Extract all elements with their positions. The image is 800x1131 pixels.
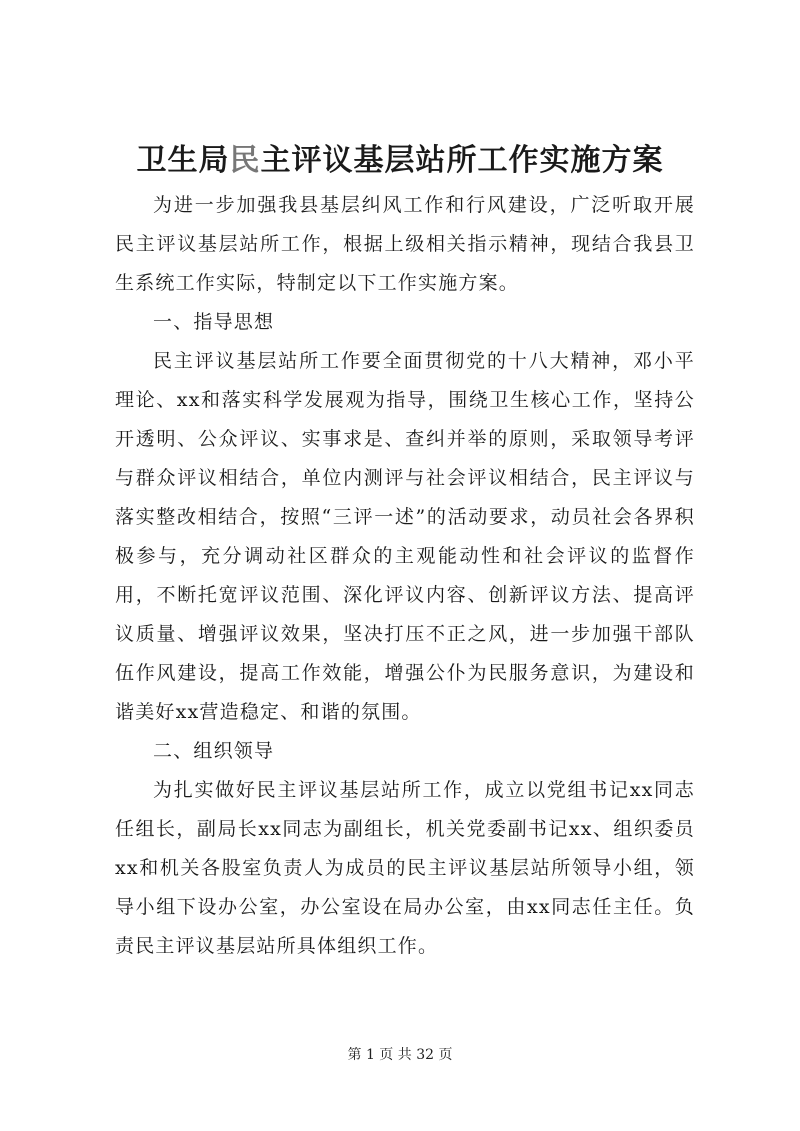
document-body [115, 186, 695, 966]
title-part2: 主评议基层站所工作实施方案 [260, 143, 664, 178]
page-footer: 第 1 页 共 32 页 [347, 1047, 453, 1063]
title-highlight: 民 [229, 143, 261, 178]
paragraph-intro: 为进一步加强我县基层纠风工作和行风建设，广泛听取开展民主评议基层站所工作，根据上级相关指示精神，现结合我县卫生系统工作实际，特制定以下工作实施方案。 [115, 194, 695, 294]
section-heading-guiding-thought: 一、指导思想 [153, 311, 275, 333]
section-heading-organization: 二、组织领导 [153, 740, 275, 762]
paragraph-guiding-thought: 民主评议基层站所工作要全面贯彻党的十八大精神，邓小平理论、xx和落实科学发展观为指导，围绕卫生核心工作，坚持公开透明、公众评议、实事求是、查纠并举的原则，采取领导考评与群众评议相结合，单位内测评与社会评议相结合，民主评议与落实整改相结合，按照“三评一述”的活动要求，动员社会各界积极参与，充分调动社区群众的主观能动性和社会评议的监督作用，不断托宽评议范围、深化评议内容、创新评议方法、提高评议质量、增强评议效果，坚决打压不正之风，进一步加强干部队伍作风建设，提高工作效能，增强公仆为民服务意识，为建设和谐美好xx营造稳定、和谐的氛围。 [115, 350, 695, 723]
paragraph-organization: 为扎实做好民主评议基层站所工作，成立以党组书记xx同志任组长，副局长xx同志为副组长，机关党委副书记xx、组织委员xx和机关各股室负责人为成员的民主评议基层站所领导小组，领导小组下设办公室，办公室设在局办公室，由xx同志任主任。负责民主评议基层站所具体组织工作。 [115, 779, 695, 957]
title-part1: 卫生局 [136, 143, 230, 178]
document-title [0, 141, 800, 181]
